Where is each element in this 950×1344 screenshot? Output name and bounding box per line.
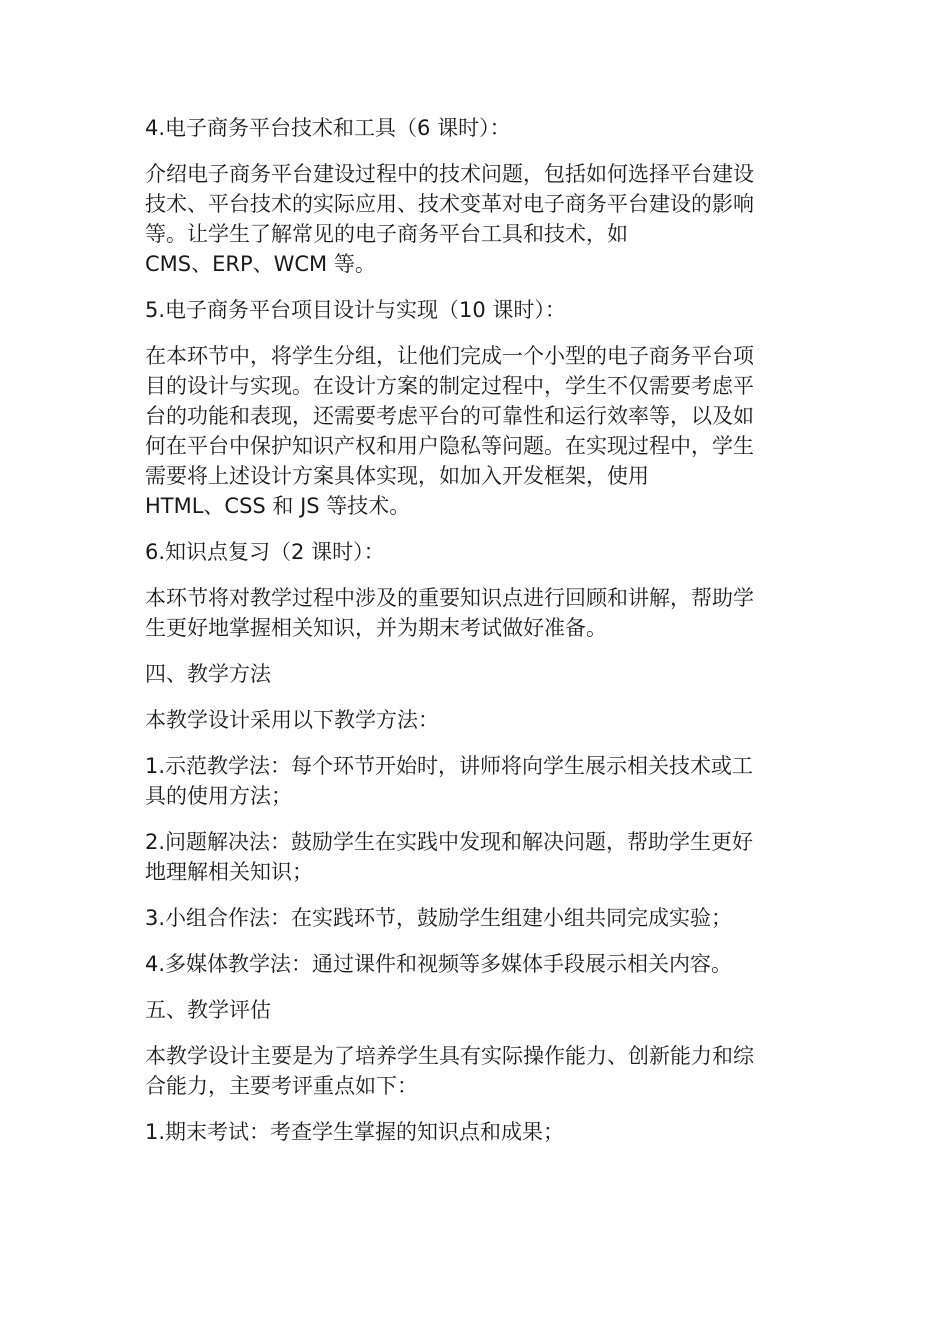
list-item-method-1: 1.示范教学法：每个环节开始时，讲师将向学生展示相关技术或工 具的使用方法； bbox=[145, 754, 754, 808]
document-page bbox=[145, 113, 797, 1163]
paragraph-evaluation-intro: 本教学设计主要是为了培养学生具有实际操作能力、创新能力和综 合能力，主要考评重点如下： bbox=[145, 1044, 754, 1098]
paragraph-methods-intro: 本教学设计采用以下教学方法： bbox=[145, 708, 439, 732]
section-heading-6: 6.知识点复习（2 课时）： bbox=[145, 540, 385, 564]
paragraph-review: 本环节将对教学过程中涉及的重要知识点进行回顾和讲解，帮助学 生更好地掌握相关知识，并为期末考试做好准备。 bbox=[145, 586, 754, 640]
list-item-method-3: 3.小组合作法：在实践环节，鼓励学生组建小组共同完成实验； bbox=[145, 906, 733, 930]
section-heading-4: 4.电子商务平台技术和工具（6 课时）： bbox=[145, 116, 511, 140]
chapter-heading-teaching-evaluation: 五、教学评估 bbox=[145, 998, 271, 1022]
chapter-heading-teaching-methods: 四、教学方法 bbox=[145, 662, 271, 686]
list-item-evaluation-1: 1.期末考试：考查学生掌握的知识点和成果； bbox=[145, 1120, 565, 1144]
paragraph-project-design: 在本环节中，将学生分组，让他们完成一个小型的电子商务平台项 目的设计与实现。在设计方案的制定过程中，学生不仅需要考虑平 台的功能和表现，还需要考虑平台的可靠性和运行效率等，以及如 何在平台中保护知识产权和用户隐私等问题。在实现过程中，学生 需要将上述设计方案具体实现，如加入开发框架，使用 HTML、CSS 和 JS 等技术。 bbox=[145, 344, 754, 518]
paragraph-platform-tools: 介绍电子商务平台建设过程中的技术问题，包括如何选择平台建设 技术、平台技术的实际应用、技术变革对电子商务平台建设的影响 等。让学生了解常见的电子商务平台工具和技术，如 CMS、ERP、WCM 等。 bbox=[145, 162, 754, 276]
section-heading-5: 5.电子商务平台项目设计与实现（10 课时）： bbox=[145, 298, 566, 322]
list-item-method-2: 2.问题解决法：鼓励学生在实践中发现和解决问题，帮助学生更好 地理解相关知识； bbox=[145, 830, 754, 884]
list-item-method-4: 4.多媒体教学法：通过课件和视频等多媒体手段展示相关内容。 bbox=[145, 952, 733, 976]
